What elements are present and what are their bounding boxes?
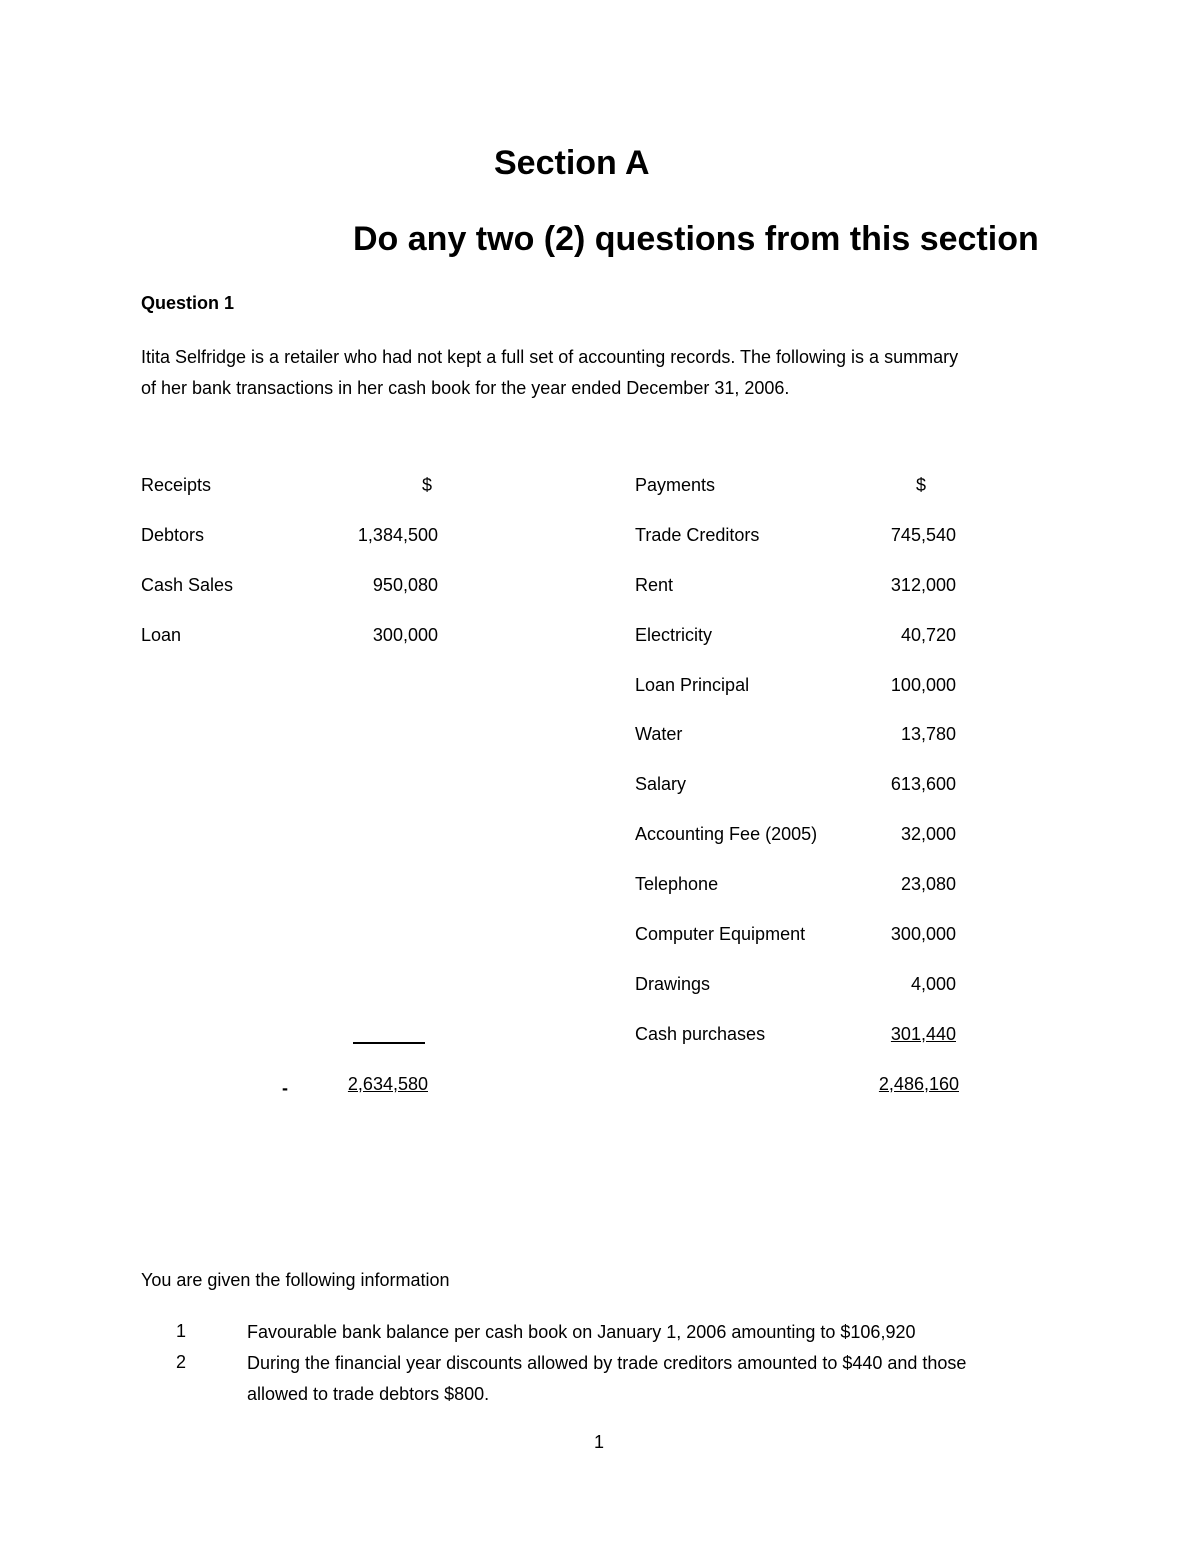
intro-paragraph [141,342,958,404]
payment-label: Loan Principal [635,675,750,695]
payment-label: Telephone [635,874,719,894]
receipt-amount: 950,080 [372,575,438,595]
payment-amount: 613,600 [890,774,956,794]
payment-amount: 745,540 [890,525,956,545]
payment-amount: 23,080 [900,874,956,894]
section-title: Section A [494,144,650,182]
receipt-amount: 300,000 [372,625,438,645]
payments-header: Payments [635,475,716,495]
receipts-dash: - [282,1078,288,1098]
receipt-label: Debtors [141,525,205,545]
page-number: 1 [594,1432,605,1452]
receipt-label: Loan [141,625,182,645]
payment-label: Drawings [635,974,711,994]
payment-label: Rent [635,575,674,595]
payment-amount: 13,780 [900,724,956,744]
question-heading: Question 1 [141,293,235,313]
payment-amount: 100,000 [890,675,956,695]
info-item-line: Favourable bank balance per cash book on January 1, 2006 amounting to $106,920 [247,1322,916,1342]
info-title: You are given the following information [141,1270,450,1290]
receipts-total: 2,634,580 [347,1074,428,1094]
payment-amount: 300,000 [890,924,956,944]
info-item-text [247,1317,915,1348]
info-item-text [247,1348,966,1410]
payment-label: Water [635,724,683,744]
payment-label: Electricity [635,625,713,645]
info-item-line: allowed to trade debtors $800. [247,1384,490,1404]
intro-line: of her bank transactions in her cash book for the year ended December 31, 2006. [141,378,790,398]
receipt-label: Cash Sales [141,575,234,595]
payments-total: 2,486,160 [878,1074,959,1094]
payments-currency: $ [916,475,927,495]
receipts-header: Receipts [141,475,212,495]
receipts-total-rule [353,1042,425,1044]
payment-amount: 40,720 [900,625,956,645]
instruction-heading: Do any two (2) questions from this section [353,220,1039,258]
payment-amount: 301,440 [890,1024,956,1044]
payment-label: Trade Creditors [635,525,760,545]
payment-label: Cash purchases [635,1024,766,1044]
payment-label: Computer Equipment [635,924,806,944]
payment-amount: 32,000 [900,824,956,844]
receipt-amount: 1,384,500 [357,525,438,545]
payment-amount: 4,000 [910,974,956,994]
intro-line: Itita Selfridge is a retailer who had not kept a full set of accounting records. The following is a summary [141,347,959,367]
info-item-line: During the financial year discounts allowed by trade creditors amounted to $440 and those [247,1353,967,1373]
payment-label: Salary [635,774,687,794]
info-item-number: 2 [176,1352,187,1372]
receipts-currency: $ [422,475,433,495]
info-item-number: 1 [176,1321,187,1341]
payment-label: Accounting Fee (2005) [635,824,818,844]
payment-amount: 312,000 [890,575,956,595]
